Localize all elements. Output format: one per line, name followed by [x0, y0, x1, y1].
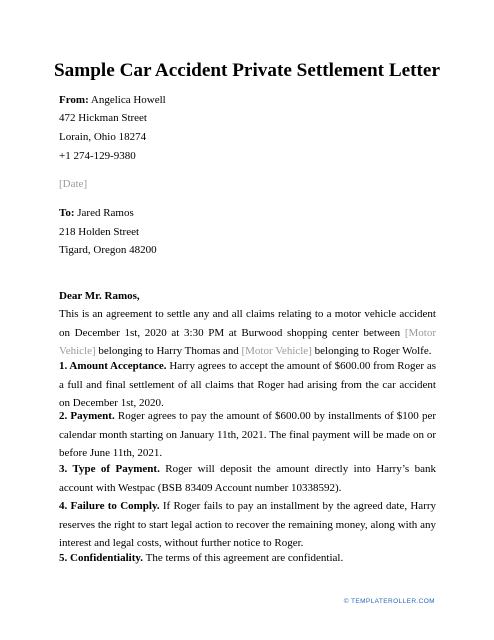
footer-link[interactable]: © TEMPLATEROLLER.COM [343, 598, 435, 605]
from-phone: +1 274-129-9380 [59, 150, 136, 162]
to-city: Tigard, Oregon 48200 [59, 244, 157, 256]
page-title: Sample Car Accident Private Settlement Letter [54, 60, 440, 81]
date-placeholder: Date [62, 178, 84, 190]
to-name: Jared Ramos [77, 207, 134, 219]
section-confidentiality: 5. Confidentiality. The terms of this agreement are confidential. [59, 552, 344, 564]
section-failure-to-comply: 4. Failure to Comply. If Roger fails to pay an installment by the agreed date, Harry reserves the right to start legal action to recover the remaining money, along with any interest and legal costs, without further notice to Roger. [59, 500, 436, 549]
section-type-of-payment: 3. Type of Payment. Roger will deposit the amount directly into Harry’s bank account with Westpac (BSB 83409 Account number 10338592). [59, 463, 436, 494]
to-label: To: [59, 207, 75, 219]
section-amount-acceptance: 1. Amount Acceptance. Harry agrees to accept the amount of $600.00 from Roger as a full and final settlement of all claims that Roger had arising from the car accident on December 1st, 2020. [59, 360, 436, 409]
placeholder-motor-vehicle-1: Motor Vehicle [59, 326, 436, 357]
from-name-line [59, 93, 166, 107]
to-street: 218 Holden Street [59, 226, 140, 238]
intro-paragraph: This is an agreement to settle any and all claims relating to a motor vehicle accident on December 1st, 2020 at 3:30 PM at Burwood shopping center between [Motor Vehicle] belonging to Harry Thomas and [Motor Vehicle] belonging to Roger Wolfe. [59, 308, 436, 357]
from-name: Angelica Howell [90, 94, 166, 106]
date-line: [Date] [59, 178, 88, 190]
section-payment: 2. Payment. Roger agrees to pay the amount of $600.00 by installments of $100 per calendar month starting on January 11th, 2021. The final payment will be made on or before June 11th, 2021. [59, 410, 436, 459]
from-street: 472 Hickman Street [59, 112, 147, 124]
from-label: From: [59, 94, 89, 106]
placeholder-motor-vehicle-2: Motor Vehicle [245, 345, 309, 357]
from-city: Lorain, Ohio 18274 [59, 131, 147, 143]
salutation: Dear Mr. Ramos, [59, 290, 140, 302]
to-name-line [59, 206, 134, 220]
